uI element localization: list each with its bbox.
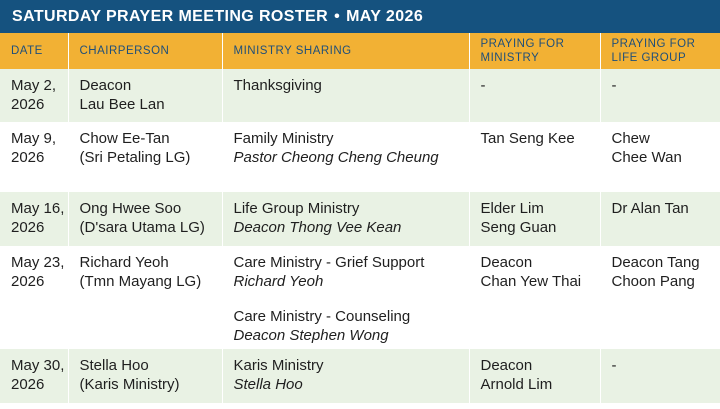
chairperson-text: Ong Hwee Soo — [79, 200, 182, 217]
chairperson-text: (Sri Petaling LG) — [79, 149, 191, 166]
praying-text: - — [480, 77, 486, 94]
praying-text: - — [611, 77, 617, 94]
chairperson-cell — [68, 246, 222, 349]
speaker-text: Deacon Thong Vee Kean — [233, 219, 402, 236]
praying-text: Deacon — [480, 254, 533, 271]
date-text: 2026 — [11, 149, 45, 166]
date-cell — [0, 246, 68, 349]
praying-text: Choon Pang — [611, 273, 695, 290]
date-text: 2026 — [11, 96, 45, 113]
praying-ministry-cell — [469, 192, 600, 246]
praying-text: - — [611, 357, 617, 374]
date-cell — [0, 69, 68, 122]
speaker-text: Deacon Stephen Wong — [233, 327, 389, 344]
ministry-text: Care Ministry - Counseling — [233, 308, 411, 325]
chairperson-text: Lau Bee Lan — [79, 96, 165, 113]
chairperson-text: Stella Hoo — [79, 357, 149, 374]
chairperson-cell — [68, 192, 222, 246]
chairperson-text: Deacon — [79, 77, 132, 94]
date-cell — [0, 349, 68, 403]
praying-text: Chee Wan — [611, 149, 682, 166]
ministry-text: Life Group Ministry — [233, 200, 360, 217]
header-text: MINISTRY — [480, 52, 540, 64]
spacer — [234, 291, 465, 307]
praying-lifegroup-cell — [600, 192, 720, 246]
praying-text: Chan Yew Thai — [480, 273, 582, 290]
praying-ministry-cell — [469, 349, 600, 403]
chairperson-cell — [68, 349, 222, 403]
table-row — [0, 349, 720, 403]
ministry-sharing-cell — [222, 192, 469, 246]
chairperson-text: Chow Ee-Tan — [79, 130, 170, 147]
table-row — [0, 122, 720, 192]
ministry-text: Care Ministry - Grief Support — [233, 254, 425, 271]
date-text: 2026 — [11, 219, 45, 236]
title-text: SATURDAY PRAYER MEETING ROSTER — [12, 8, 329, 25]
header-text: PRAYING FOR — [611, 38, 696, 50]
date-text: 2026 — [11, 376, 45, 393]
ministry-text: Thanksgiving — [233, 77, 322, 94]
praying-text: Deacon — [480, 357, 533, 374]
title-month: MAY 2026 — [346, 8, 424, 25]
date-text: May 2, — [11, 77, 57, 94]
praying-lifegroup-cell — [600, 69, 720, 122]
title-separator: • — [334, 8, 341, 25]
ministry-sharing-cell — [222, 69, 469, 122]
header-ministry-sharing: MINISTRY SHARING — [222, 33, 469, 69]
chairperson-text: (D'sara Utama LG) — [79, 219, 205, 236]
speaker-text: Stella Hoo — [233, 376, 303, 393]
praying-ministry-cell — [469, 69, 600, 122]
praying-lifegroup-cell — [600, 349, 720, 403]
praying-ministry-cell — [469, 122, 600, 192]
chairperson-cell — [68, 122, 222, 192]
roster-table — [0, 33, 720, 403]
chairperson-cell — [68, 69, 222, 122]
speaker-text: Pastor Cheong Cheng Cheung — [233, 149, 439, 166]
header-row — [0, 33, 720, 69]
ministry-text: Family Ministry — [233, 130, 334, 147]
ministry-text: Karis Ministry — [233, 357, 324, 374]
speaker-text: Richard Yeoh — [233, 273, 324, 290]
header-text: PRAYING FOR — [480, 38, 565, 50]
table-row — [0, 246, 720, 349]
date-cell — [0, 192, 68, 246]
roster-title — [0, 0, 720, 33]
praying-text: Dr Alan Tan — [611, 200, 689, 217]
praying-text: Arnold Lim — [480, 376, 553, 393]
praying-ministry-cell — [469, 246, 600, 349]
ministry-sharing-cell — [222, 349, 469, 403]
praying-text: Seng Guan — [480, 219, 557, 236]
praying-lifegroup-cell — [600, 122, 720, 192]
date-text: May 16, — [11, 200, 65, 217]
header-praying-ministry — [469, 33, 600, 69]
table-row — [0, 69, 720, 122]
header-date: DATE — [0, 33, 68, 69]
date-text: May 30, — [11, 357, 65, 374]
ministry-sharing-cell — [222, 122, 469, 192]
praying-text: Deacon Tang — [611, 254, 700, 271]
date-text: May 23, — [11, 254, 65, 271]
praying-text: Elder Lim — [480, 200, 544, 217]
praying-text: Tan Seng Kee — [480, 130, 575, 147]
chairperson-text: (Karis Ministry) — [79, 376, 180, 393]
chairperson-text: Richard Yeoh — [79, 254, 169, 271]
header-text: LIFE GROUP — [611, 52, 687, 64]
chairperson-text: (Tmn Mayang LG) — [79, 273, 202, 290]
date-text: 2026 — [11, 273, 45, 290]
date-text: May 9, — [11, 130, 57, 147]
table-row — [0, 192, 720, 246]
header-praying-lifegroup — [600, 33, 720, 69]
header-chairperson: CHAIRPERSON — [68, 33, 222, 69]
praying-text: Chew — [611, 130, 650, 147]
ministry-sharing-cell — [222, 246, 469, 349]
praying-lifegroup-cell — [600, 246, 720, 349]
date-cell — [0, 122, 68, 192]
